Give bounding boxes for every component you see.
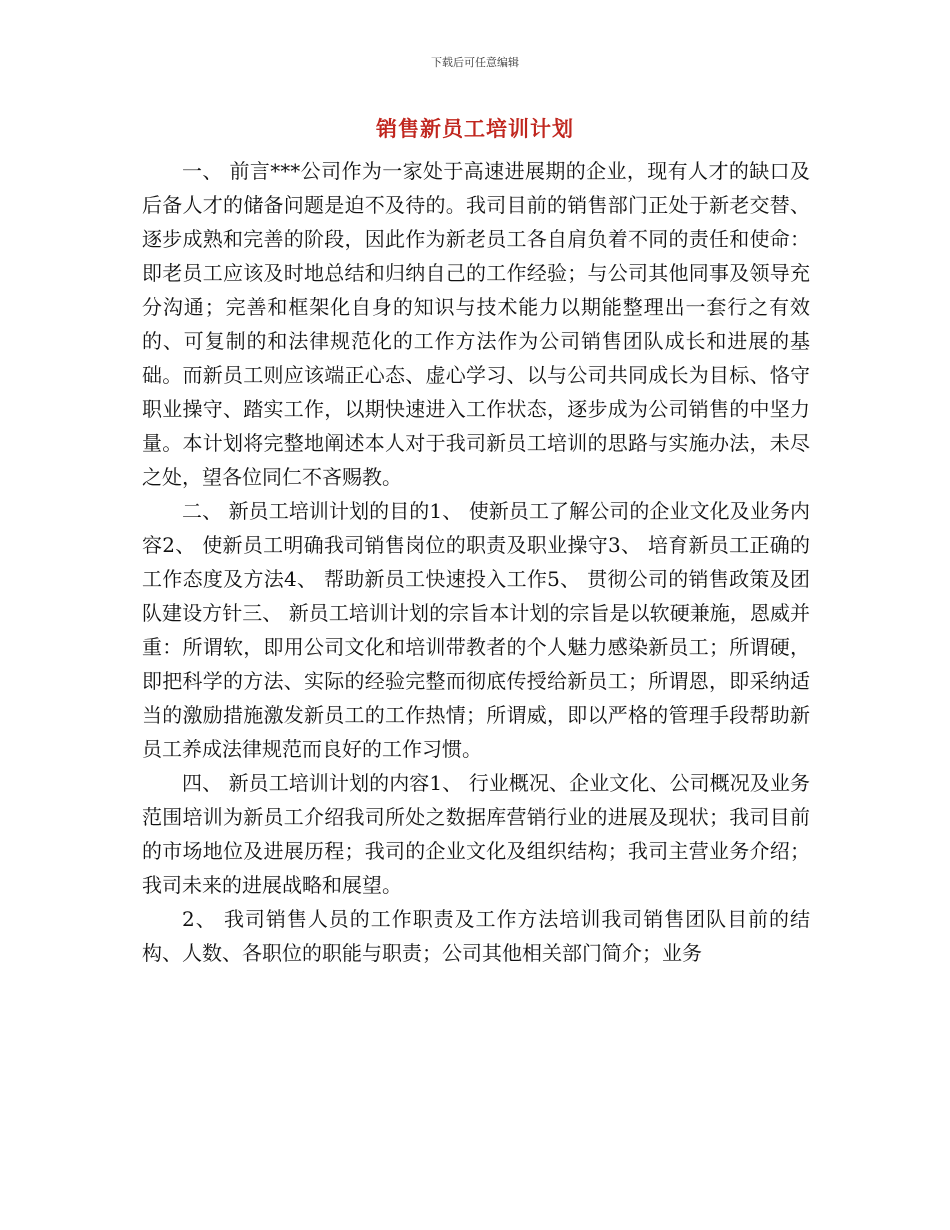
paragraph-duties: 2、 我司销售人员的工作职责及工作方法培训我司销售团队目前的结构、人数、各职位的职能与职责；公司其他相关部门简介；业务 bbox=[142, 907, 810, 965]
paragraph-purpose: 二、 新员工培训计划的目的1、 使新员工了解公司的企业文化及业务内容2、 使新员工明确我司销售岗位的职责及职业操守3、 培育新员工正确的工作态度及方法4、 帮助新员工快速投入工作5、 贯彻公司的销售政策及团队建设方针三、 新员工培训计划的宗旨本计划的宗旨是以软硬兼施，恩威并重：所谓软，即用公司文化和培训带教者的个人魅力感染新员工；所谓硬，即把科学的方法、实际的经验完整而彻底传授给新员工；所谓恩，即采纳适当的激励措施激发新员工的工作热情；所谓威，即以严格的管理手段帮助新员工养成法律规范而良好的工作习惯。 bbox=[142, 499, 810, 761]
header-note: 下载后可任意编辑 bbox=[431, 56, 519, 69]
document-title: 销售新员工培训计划 bbox=[376, 117, 574, 141]
paragraph-content: 四、 新员工培训计划的内容1、 行业概况、企业文化、公司概况及业务范围培训为新员工介绍我司所处之数据库营销行业的进展及现状；我司目前的市场地位及进展历程；我司的企业文化及组织结构；我司主营业务介绍；我司未来的进展战略和展望。 bbox=[142, 771, 810, 897]
document-body bbox=[142, 154, 810, 970]
paragraph-preface: 一、 前言***公司作为一家处于高速进展期的企业，现有人才的缺口及后备人才的储备问题是迫不及待的。我司目前的销售部门正处于新老交替、逐步成熟和完善的阶段，因此作为新老员工各自肩负着不同的责任和使命：即老员工应该及时地总结和归纳自己的工作经验；与公司其他同事及领导充分沟通；完善和框架化自身的知识与技术能力以期能整理出一套行之有效的、可复制的和法律规范化的工作方法作为公司销售团队成长和进展的基础。而新员工则应该端正心态、虚心学习、以与公司共同成长为目标、恪守职业操守、踏实工作，以期快速进入工作状态，逐步成为公司销售的中坚力量。本计划将完整地阐述本人对于我司新员工培训的思路与实施办法，未尽之处，望各位同仁不吝赐教。 bbox=[142, 159, 810, 489]
